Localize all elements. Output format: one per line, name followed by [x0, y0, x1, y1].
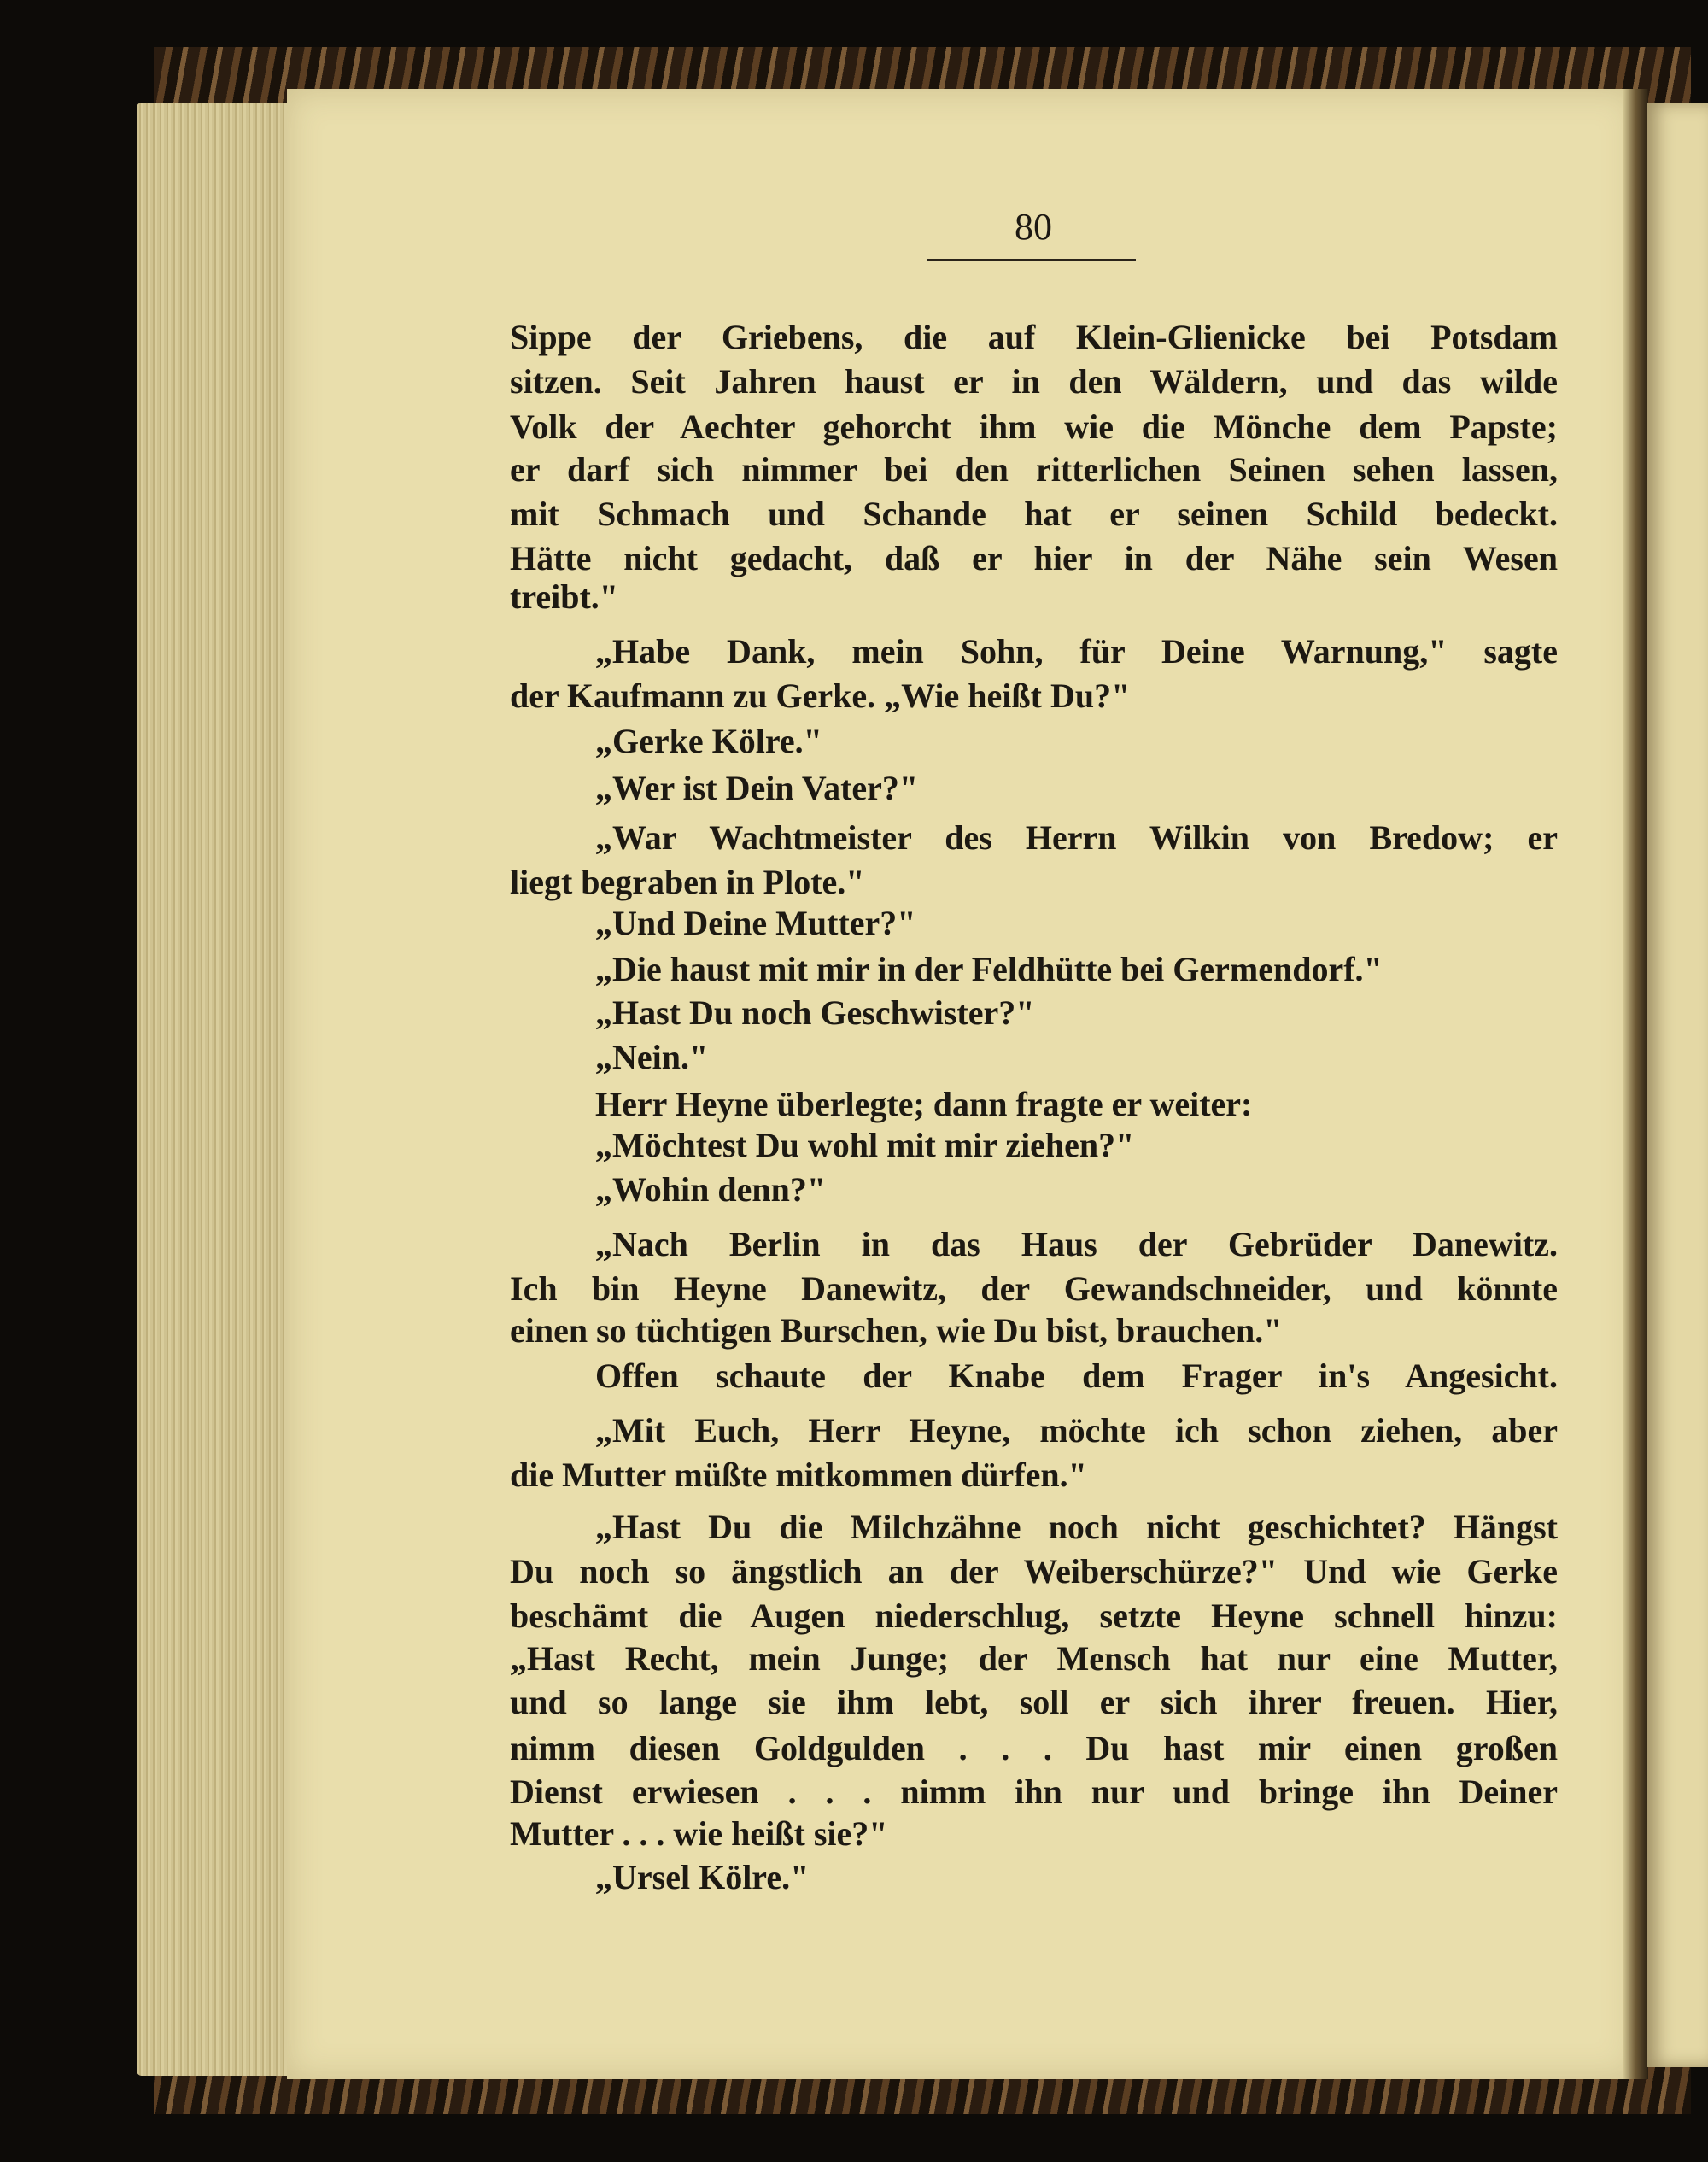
text-line: Hätte nicht gedacht, daß er hier in der Nähe sein Wesen	[510, 538, 1558, 577]
text-line: „Nach Berlin in das Haus der Gebrüder Danewitz.	[595, 1225, 1558, 1264]
text-line: beschämt die Augen niederschlug, setzte Heyne schnell hinzu:	[510, 1596, 1558, 1635]
book-gutter	[1623, 89, 1648, 2079]
text-line: „Mit Euch, Herr Heyne, möchte ich schon ziehen, aber	[595, 1411, 1558, 1450]
text-line: liegt begraben in Plote."	[510, 862, 865, 901]
text-line: Dienst erwiesen . . . nimm ihn nur und bringe ihn Deiner	[510, 1772, 1558, 1812]
text-line: Volk der Aechter gehorcht ihm wie die Mönche dem Papste;	[510, 407, 1558, 447]
text-line: Herr Heyne überlegte; dann fragte er weiter:	[595, 1084, 1253, 1123]
page-edges	[137, 103, 299, 2076]
text-line: nimm diesen Goldgulden . . . Du hast mir einen großen	[510, 1728, 1558, 1767]
text-line: „Ursel Kölre."	[595, 1858, 810, 1897]
text-line: Du noch so ängstlich an der Weiberschürze?" Und wie Gerke	[510, 1551, 1558, 1591]
text-line: die Mutter müßte mitkommen dürfen."	[510, 1455, 1087, 1494]
text-line: „Die haust mit mir in der Feldhütte bei Germendorf."	[595, 949, 1383, 988]
text-line: er darf sich nimmer bei den ritterlichen Seinen sehen lassen,	[510, 450, 1558, 489]
text-line: „Nein."	[595, 1037, 709, 1076]
text-line: Mutter . . . wie heißt sie?"	[510, 1813, 888, 1853]
text-line: mit Schmach und Schande hat er seinen Schild bedeckt.	[510, 495, 1558, 534]
text-line: Ich bin Heyne Danewitz, der Gewandschneider, und könnte	[510, 1269, 1558, 1309]
text-line: Sippe der Griebens, die auf Klein-Glienicke bei Potsdam	[510, 318, 1558, 357]
text-line: „Hast Recht, mein Junge; der Mensch hat nur eine Mutter,	[510, 1638, 1558, 1678]
text-line: sitzen. Seit Jahren haust er in den Wäldern, und das wilde	[510, 362, 1558, 401]
page-number: 80	[1015, 206, 1052, 248]
text-line: und so lange sie ihm lebt, soll er sich ihrer freuen. Hier,	[510, 1683, 1558, 1722]
text-line: „Möchtest Du wohl mit mir ziehen?"	[595, 1126, 1135, 1165]
text-line: „War Wachtmeister des Herrn Wilkin von Bredow; er	[595, 818, 1558, 858]
text-line: „Und Deine Mutter?"	[595, 904, 916, 943]
header-rule	[927, 259, 1136, 261]
text-line: „Wer ist Dein Vater?"	[595, 769, 919, 808]
text-line: Offen schaute der Knabe dem Frager in's Angesicht.	[595, 1356, 1558, 1395]
text-line: „Hast Du noch Geschwister?"	[595, 993, 1035, 1033]
text-line: „Wohin denn?"	[595, 1169, 827, 1209]
text-line: „Hast Du die Milchzähne noch nicht geschichtet? Hängst	[595, 1508, 1558, 1547]
facing-page	[1647, 103, 1708, 2067]
text-line: treibt."	[510, 577, 618, 616]
text-line: der Kaufmann zu Gerke. „Wie heißt Du?"	[510, 677, 1131, 716]
text-line: einen so tüchtigen Burschen, wie Du bist, brauchen."	[510, 1310, 1283, 1350]
text-line: „Habe Dank, mein Sohn, für Deine Warnung," sagte	[595, 632, 1558, 671]
text-line: „Gerke Kölre."	[595, 722, 822, 761]
